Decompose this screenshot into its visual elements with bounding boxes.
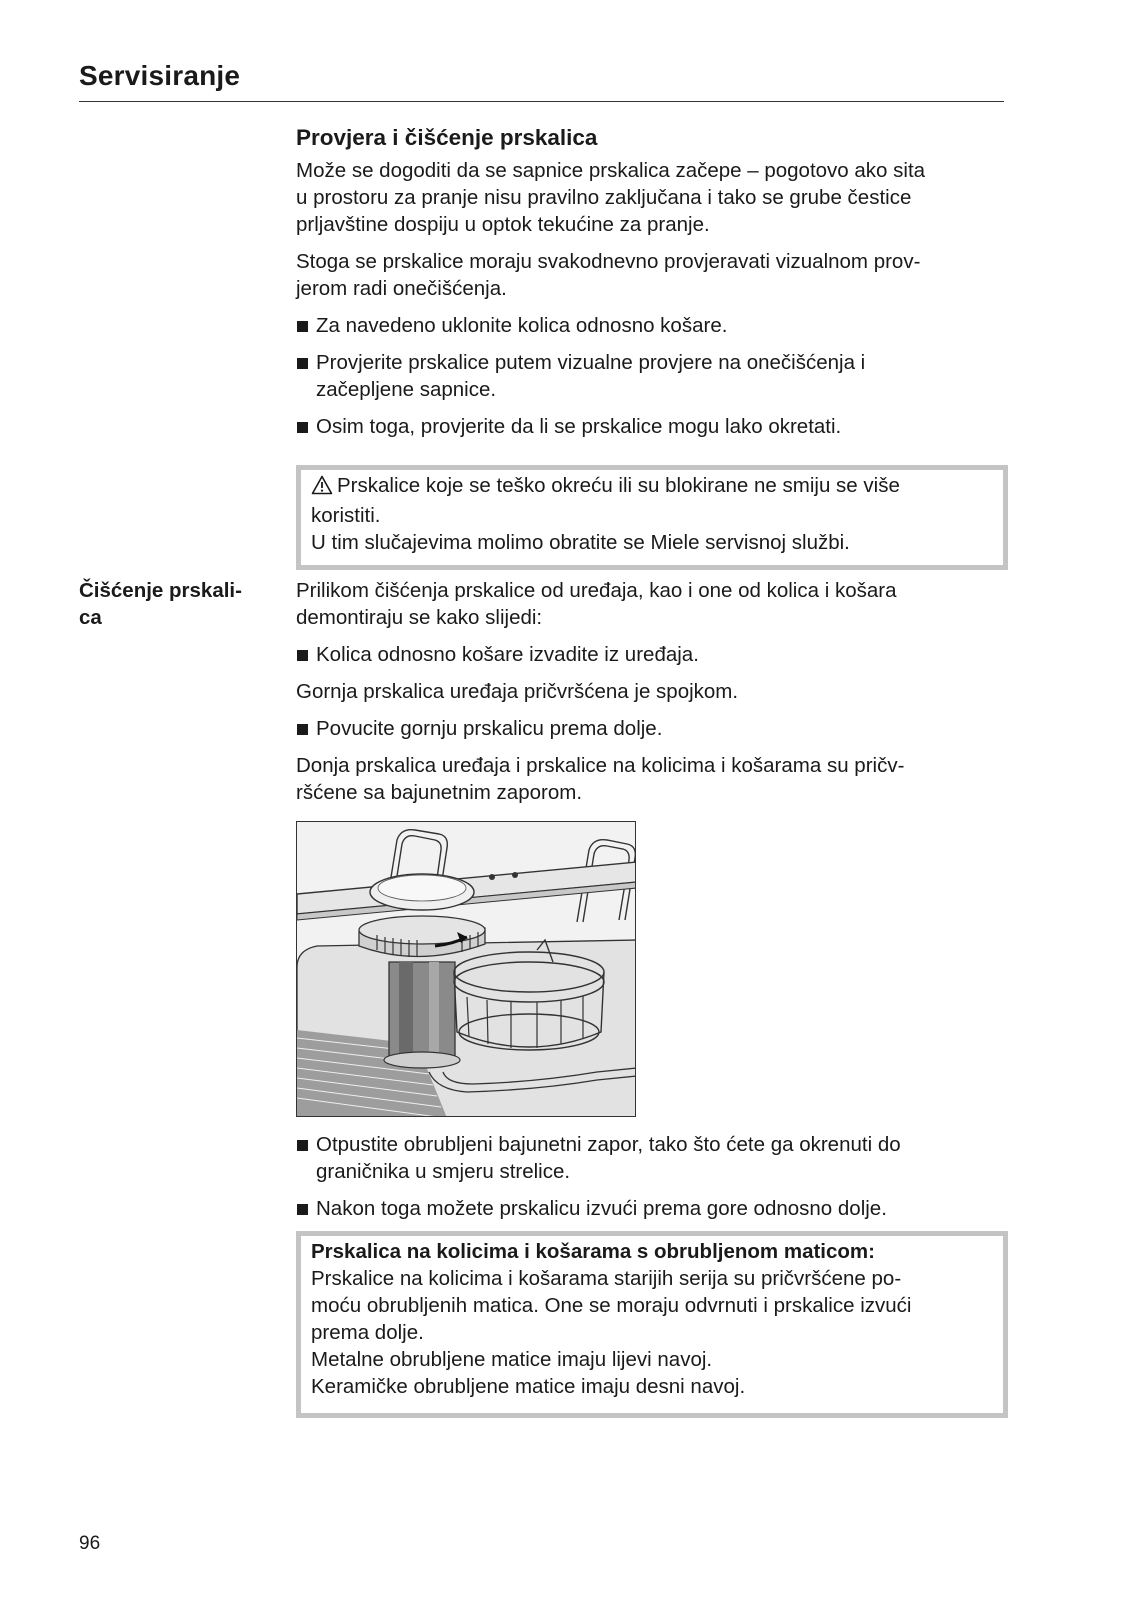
page-number: 96 xyxy=(79,1533,101,1554)
page-title: Servisiranje xyxy=(79,60,241,91)
intro-paragraph: Može se dogoditi da se sapnice prskalica začepe – pogotovo ako sita u prostoru za pranje nisu pravilno zaključana i tako se grube čestice prljavštine dospiju u optok tekućine za pranje. xyxy=(296,159,926,236)
list-item: Kolica odnosno košare izvadite iz uređaja. xyxy=(296,641,1008,668)
section-cleaning-continued xyxy=(296,1131,1008,1222)
note-title: Prskalica na kolicima i košarama s obrubljenom maticom: xyxy=(311,1240,875,1263)
list-item: Otpustite obrubljeni bajunetni zapor, tako što ćete ga okrenuti do graničnika u smjeru strelice. xyxy=(296,1131,1008,1185)
list-item: Provjerite prskalice putem vizualne provjere na onečišćenja i začepljene sapnice. xyxy=(296,349,1008,403)
list-item: Nakon toga možete prskalicu izvući prema gore odnosno dolje. xyxy=(296,1195,1008,1222)
warning-triangle-icon xyxy=(311,475,333,502)
list-item: Povucite gornju prskalicu prema dolje. xyxy=(296,715,1008,742)
spray-arm-drawing xyxy=(297,822,636,1117)
lower-arm-paragraph: Donja prskalica uređaja i prskalice na kolicima i košarama su pričv- ršćene sa bajunetnim zaporom. xyxy=(296,754,905,804)
spray-arm-illustration xyxy=(296,821,636,1117)
upper-arm-paragraph: Gornja prskalica uređaja pričvršćena je spojkom. xyxy=(296,680,739,703)
side-heading: Čišćenje prskali- ca xyxy=(79,579,242,629)
list-item: Za navedeno uklonite kolica odnosno košare. xyxy=(296,312,1008,339)
warning-box: Prskalice koje se teško okreću ili su blokirane ne smiju se više koristiti. U tim slučajevima molimo obratite se Miele servisnoj službi. xyxy=(296,465,1008,570)
list-item: Osim toga, provjerite da li se prskalice mogu lako okretati. xyxy=(296,413,1008,440)
daily-check-paragraph: Stoga se prskalice moraju svakodnevno provjeravati vizualnom prov- jerom radi onečišćenja. xyxy=(296,250,921,300)
section-inspection xyxy=(296,124,1008,440)
note-box: Prskalica na kolicima i košarama s obrubljenom maticom: Prskalice na kolicima i košarama starijih serija su pričvršćene po- moću obrubljenih matica. One se moraju odvrnuti i prskalice izvući prema dolje. Metalne obrubljene matice imaju lijevi navoj. Keramičke obrubljene matice imaju desni navoj. xyxy=(296,1231,1008,1418)
header-divider xyxy=(79,101,1004,102)
cleaning-intro: Prilikom čišćenja prskalice od uređaja, kao i one od kolica i košara demontiraju se kako slijedi: xyxy=(296,579,897,629)
section-title: Provjera i čišćenje prskalica xyxy=(296,125,598,150)
section-cleaning xyxy=(296,577,1008,806)
